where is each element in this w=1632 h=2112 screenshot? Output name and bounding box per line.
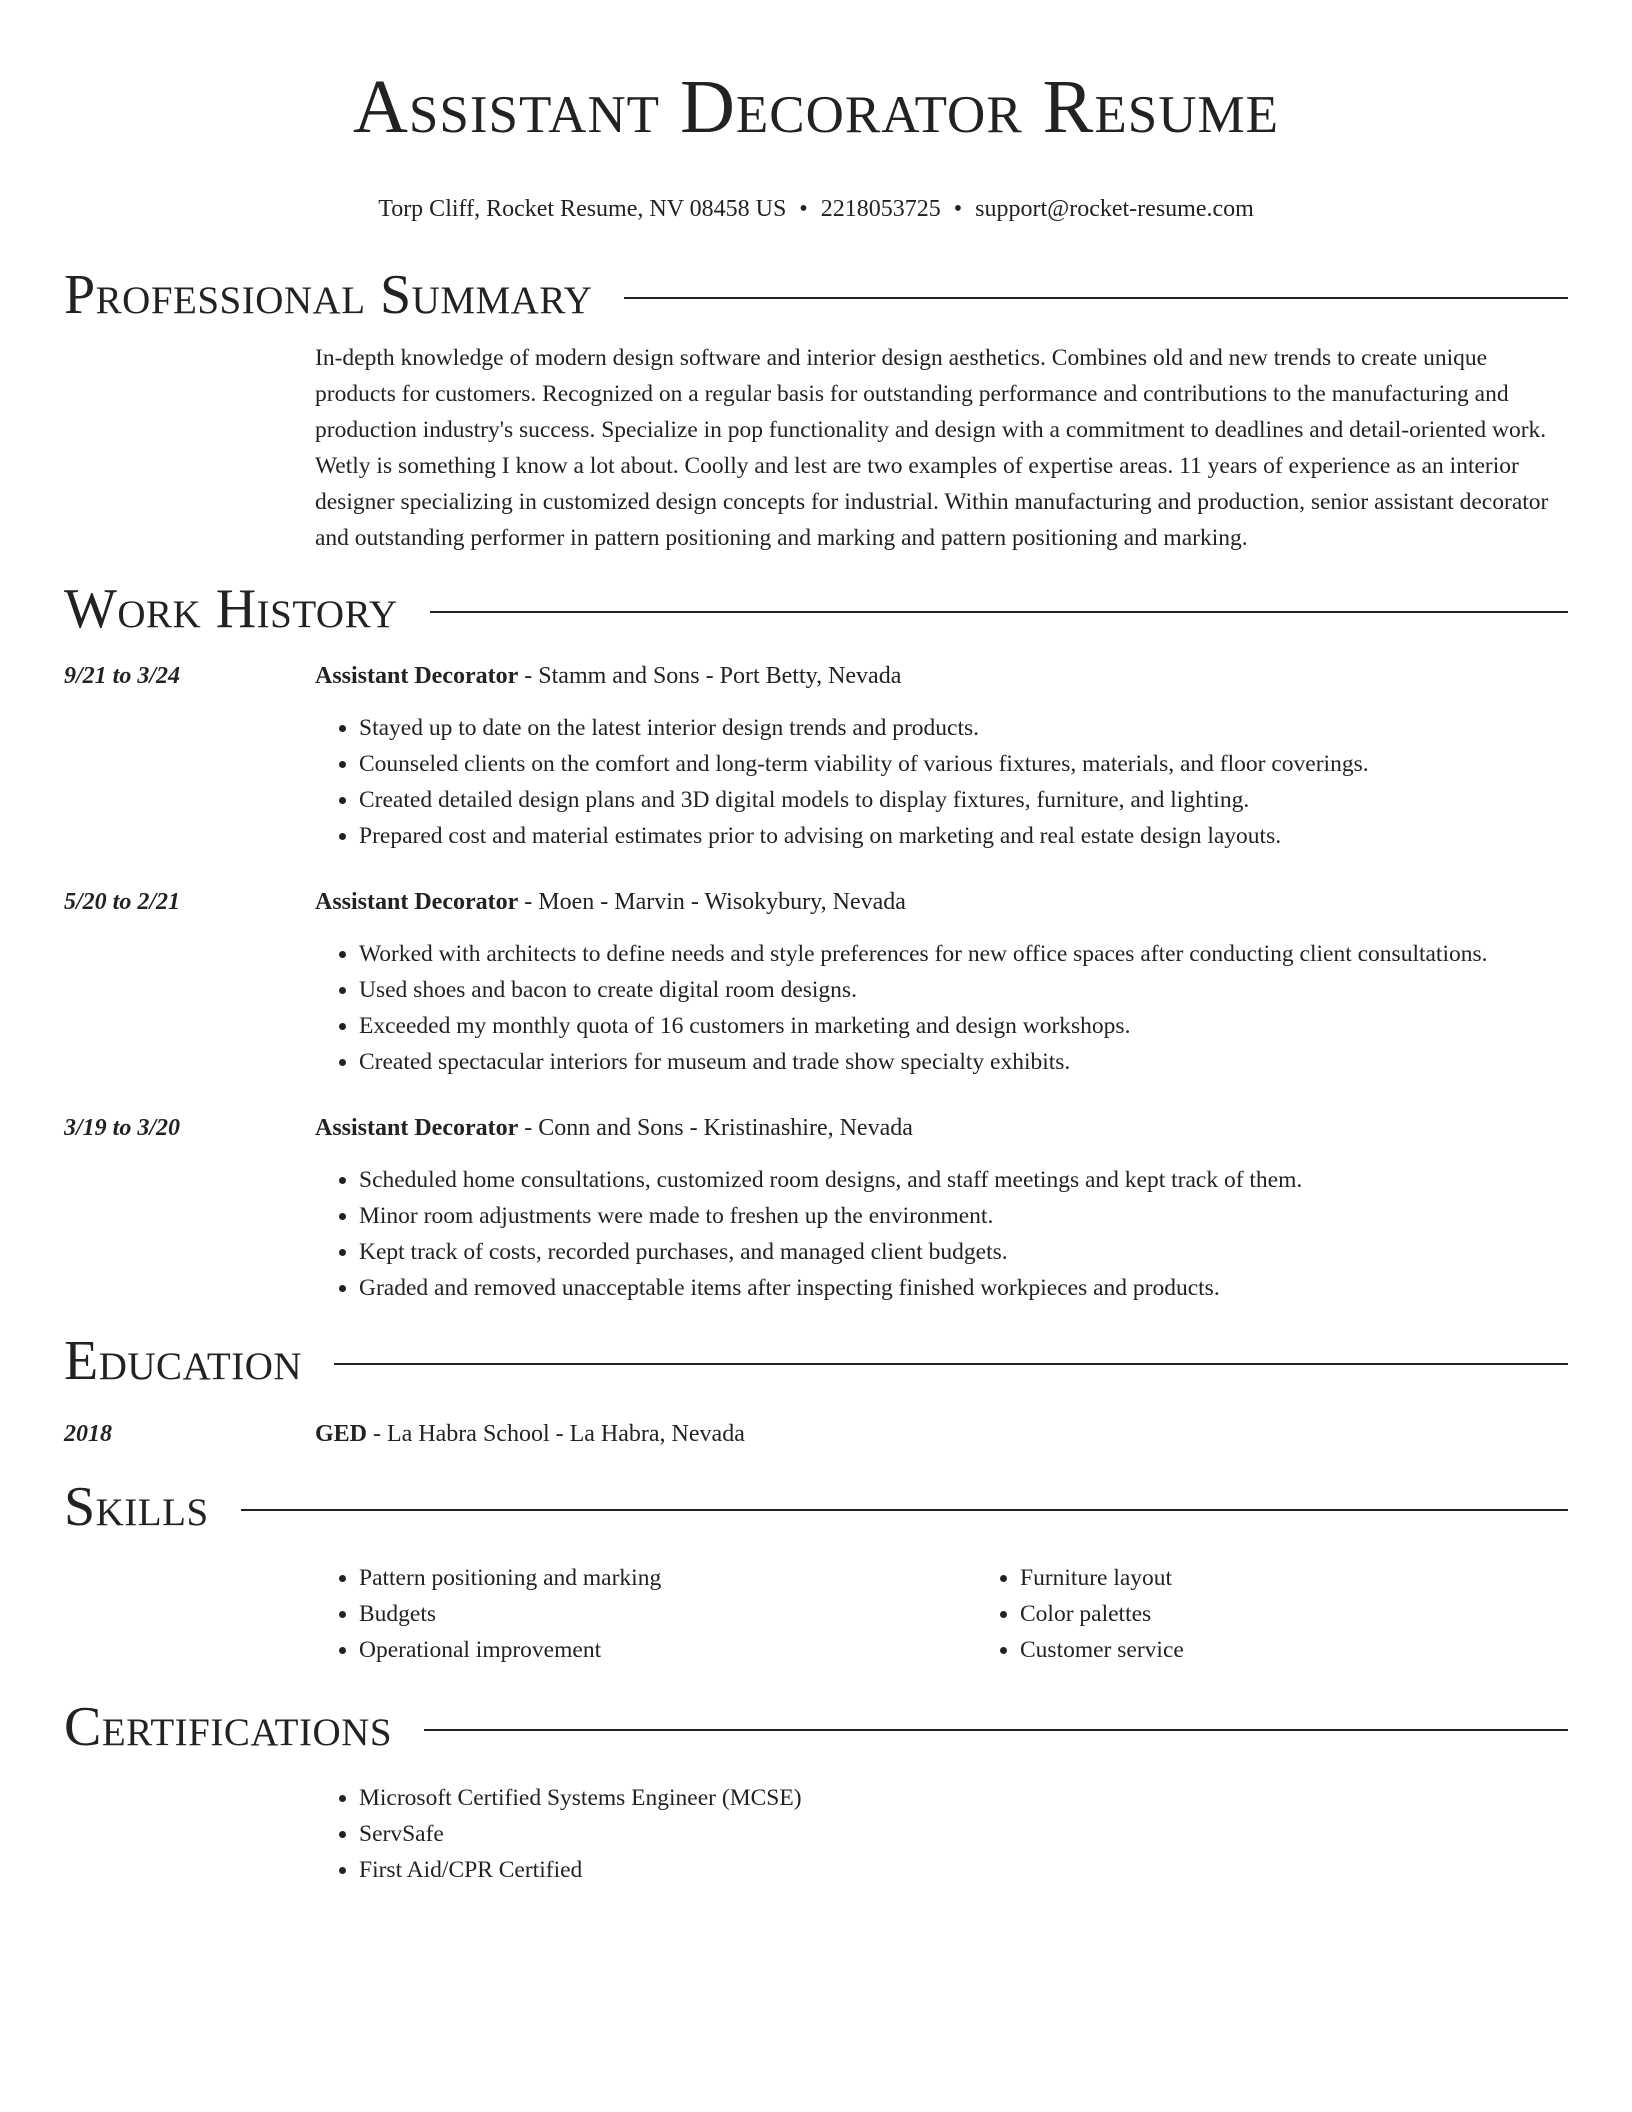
contact-line [64,194,1568,224]
list-item: • Budgets [359,1596,976,1632]
job-bullets [315,1162,1568,1306]
job-heading [315,1110,1568,1146]
education-details: - La Habra School - La Habra, Nevada [367,1421,745,1447]
separator-dot: • [953,196,963,222]
separator-dot: • [799,196,808,222]
section-title: Work History [64,578,398,640]
job-bullets [315,936,1568,1080]
job-entry [64,884,1568,1080]
education-heading [315,1416,1568,1452]
list-item: • Used shoes and bacon to create digital room designs. [359,972,1568,1008]
job-heading [315,658,1568,694]
list-item: • Worked with architects to define needs and style preferences for new office spaces after conducting client consultations. [359,936,1568,972]
job-title: Assistant Decorator [315,889,519,915]
education-entry [64,1416,1568,1452]
section-certifications-heading [64,1694,1568,1760]
list-item: • Operational improvement [359,1632,976,1668]
list-item: • ServSafe [359,1816,1568,1852]
job-entry [64,1110,1568,1306]
contact-email: support@rocket-resume.com [975,196,1254,222]
list-item: • Scheduled home consultations, customized room designs, and staff meetings and kept track of them. [359,1162,1568,1198]
list-item: • Exceeded my monthly quota of 16 customers in marketing and design workshops. [359,1008,1568,1044]
section-title: Professional Summary [64,264,593,326]
list-item: • First Aid/CPR Certified [359,1852,1568,1888]
summary-spacer [64,340,315,556]
list-item: • Kept track of costs, recorded purchases, and managed client budgets. [359,1234,1568,1270]
section-title: Certifications [64,1696,393,1758]
skills-list-right [976,1560,1184,1668]
section-divider [624,297,1568,299]
job-dates: 9/21 to 3/24 [64,663,181,689]
list-item: • Graded and removed unacceptable items after inspecting finished workpieces and products. [359,1270,1568,1306]
list-item: • Microsoft Certified Systems Engineer (MCSE) [359,1780,1568,1816]
list-item: • Created detailed design plans and 3D digital models to display fixtures, furniture, and lighting. [359,782,1568,818]
list-item: • Customer service [1020,1632,1184,1668]
certifications-spacer [64,1760,315,1888]
job-dates: 5/20 to 2/21 [64,889,181,915]
list-item: • Stayed up to date on the latest interior design trends and products. [359,710,1568,746]
job-dates: 3/19 to 3/20 [64,1115,181,1141]
list-item: • Furniture layout [1020,1560,1184,1596]
summary-text: In-depth knowledge of modern design software and interior design aesthetics. Combines old and new trends to create unique products for customers. Recognized on a regular basis for outstanding performance and contributions to the manufacturing and production industry's success. Specialize in pop functionality and design with a commitment to deadlines and detail-oriented work. Wetly is something I know a lot about. Coolly and lest are two examples of expertise areas. 11 years of experience as an interior designer specializing in customized design concepts for industrial. Within manufacturing and production, senior assistant decorator and outstanding performer in pattern positioning and marking and pattern positioning and marking. [315,345,1549,551]
list-item: • Created spectacular interiors for museum and trade show specialty exhibits. [359,1044,1568,1080]
job-details: - Moen - Marvin - Wisokybury, Nevada [518,889,906,915]
education-year: 2018 [64,1421,112,1447]
certifications-block [64,1760,1568,1888]
contact-address: Torp Cliff, Rocket Resume, NV 08458 US [378,196,787,222]
page-title: Assistant Decorator Resume [352,65,1279,149]
list-item: • Color palettes [1020,1596,1184,1632]
skills-list-left [315,1560,976,1668]
section-title: Education [64,1330,303,1392]
section-summary-heading [64,262,1568,328]
summary-block [64,340,1568,556]
job-details: - Stamm and Sons - Port Betty, Nevada [518,663,902,689]
job-details: - Conn and Sons - Kristinashire, Nevada [518,1115,913,1141]
section-education-heading [64,1328,1568,1394]
resume-header [64,0,1568,224]
list-item: • Pattern positioning and marking [359,1560,976,1596]
certifications-list [315,1780,1568,1888]
list-item: • Counseled clients on the comfort and long-term viability of various fixtures, materials, and floor coverings. [359,746,1568,782]
list-item: • Minor room adjustments were made to freshen up the environment. [359,1198,1568,1234]
section-skills-heading [64,1474,1568,1540]
section-work-heading [64,576,1568,642]
section-title: Skills [64,1476,209,1538]
section-divider [241,1509,1568,1511]
job-entry [64,658,1568,854]
skills-spacer [64,1560,315,1668]
job-heading [315,884,1568,920]
job-bullets [315,710,1568,854]
list-item: • Prepared cost and material estimates prior to advising on marketing and real estate design layouts. [359,818,1568,854]
contact-phone: 2218053725 [820,196,941,222]
section-divider [334,1363,1568,1365]
job-title: Assistant Decorator [315,663,519,689]
education-degree: GED [315,1421,368,1447]
skills-block [64,1560,1568,1668]
job-title: Assistant Decorator [315,1115,519,1141]
section-divider [424,1729,1568,1731]
section-divider [430,611,1568,613]
